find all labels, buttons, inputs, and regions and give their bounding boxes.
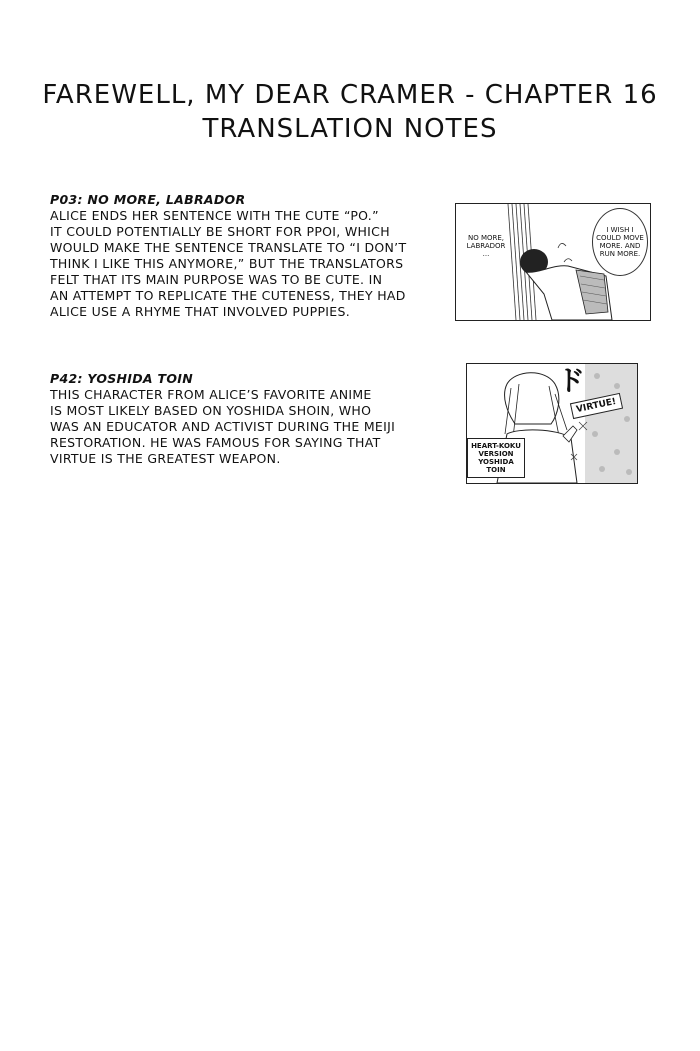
bubble-line: COULD MOVE: [596, 234, 644, 242]
note-line: AN ATTEMPT TO REPLICATE THE CUTENESS, THEY HAD: [50, 288, 406, 303]
manga-panel-labrador: [455, 203, 651, 321]
note-line: ALICE USE A RHYME THAT INVOLVED PUPPIES.: [50, 304, 350, 319]
title-line-1: FAREWELL, MY DEAR CRAMER - CHAPTER 16: [42, 80, 658, 110]
note-line: IS MOST LIKELY BASED ON YOSHIDA SHOIN, WHO: [50, 403, 372, 418]
note-line: WAS AN EDUCATOR AND ACTIVIST DURING THE MEIJI: [50, 419, 396, 434]
caption-line: HEART-KOKU: [471, 442, 521, 450]
caption-line: ...: [482, 250, 490, 258]
note-line: THIS CHARACTER FROM ALICE’S FAVORITE ANIME: [50, 387, 372, 402]
note-heading: P42: YOSHIDA TOIN: [50, 371, 194, 386]
caption-line: LABRADOR: [466, 242, 506, 250]
caption-box: [467, 438, 525, 478]
note-line: WOULD MAKE THE SENTENCE TRANSLATE TO “I DON’T: [50, 240, 407, 255]
bubble-line: I WISH I: [606, 226, 634, 234]
bubble-line: MORE. AND: [599, 242, 641, 250]
bubble-line: RUN MORE.: [599, 250, 641, 258]
note-line: THINK I LIKE THIS ANYMORE,” BUT THE TRANSLATORS: [50, 256, 404, 271]
note-line: RESTORATION. HE WAS FAMOUS FOR SAYING THAT: [50, 435, 381, 450]
caption-line: YOSHIDA TOIN: [478, 458, 514, 474]
note-line: IT COULD POTENTIALLY BE SHORT FOR PPOI, WHICH: [50, 224, 390, 239]
note-p42: [50, 371, 395, 467]
title-line-2: TRANSLATION NOTES: [202, 114, 498, 144]
caption-line: VERSION: [478, 450, 514, 458]
note-line: ALICE ENDS HER SENTENCE WITH THE CUTE “PO.”: [50, 208, 379, 223]
page-title: [0, 78, 700, 146]
manga-panel-yoshida-toin: [466, 363, 638, 484]
note-line: VIRTUE IS THE GREATEST WEAPON.: [50, 451, 281, 466]
note-p03: [50, 192, 406, 320]
caption-no-more-labrador: [464, 234, 508, 258]
speech-bubble: [592, 208, 648, 276]
speech-bubble-virtue: VIRTUE!: [570, 393, 623, 419]
caption-line: NO MORE,: [467, 234, 505, 242]
note-heading: P03: NO MORE, LABRADOR: [50, 192, 246, 207]
sfx-text: ド: [557, 364, 586, 397]
note-line: FELT THAT ITS MAIN PURPOSE WAS TO BE CUTE. IN: [50, 272, 383, 287]
